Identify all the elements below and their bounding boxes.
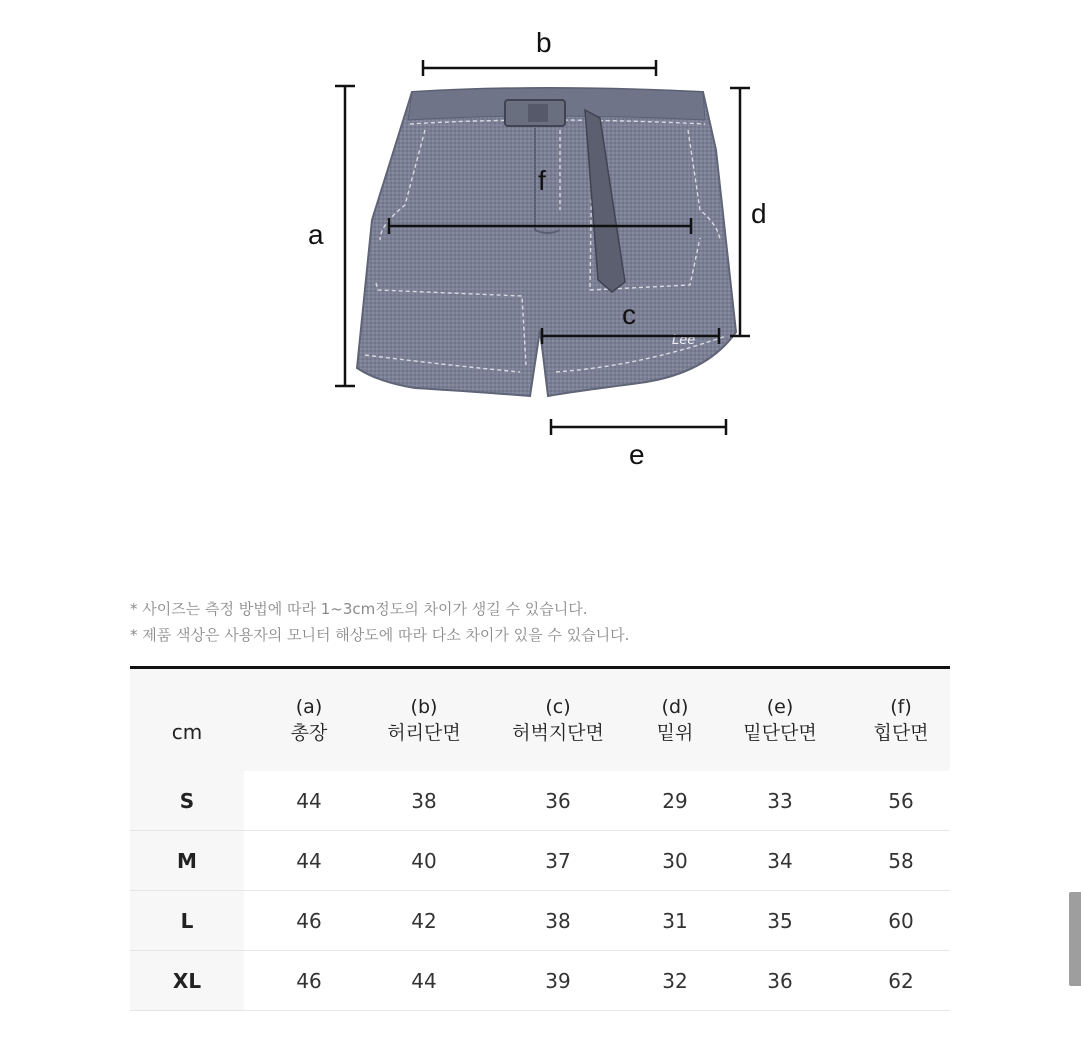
note-measurement: * 사이즈는 측정 방법에 따라 1~3cm정도의 차이가 생길 수 있습니다. [130, 600, 588, 618]
table-cell: 32 [642, 951, 708, 1011]
table-cell: 46 [244, 951, 374, 1011]
size-label: XL [130, 951, 244, 1011]
table-cell: 58 [852, 831, 950, 891]
shorts-image [357, 88, 736, 396]
size-notes [130, 596, 629, 648]
table-row [130, 831, 950, 891]
table-cell: 44 [244, 831, 374, 891]
size-diagram [0, 0, 1081, 480]
col-header-a: (a) 총장 [244, 668, 374, 772]
table-cell: 35 [708, 891, 852, 951]
col-header-b: (b) 허리단면 [374, 668, 474, 772]
label-e: e [629, 439, 645, 470]
scrollbar-thumb[interactable] [1069, 892, 1081, 986]
col-header-c: (c) 허벅지단면 [474, 668, 642, 772]
label-a: a [308, 219, 324, 250]
label-c: c [622, 299, 636, 330]
table-cell: 33 [708, 771, 852, 831]
table-cell: 44 [244, 771, 374, 831]
label-b: b [536, 27, 552, 58]
col-header-d: (d) 밑위 [642, 668, 708, 772]
table-cell: 34 [708, 831, 852, 891]
table-cell: 30 [642, 831, 708, 891]
table-cell: 38 [474, 891, 642, 951]
table-cell: 60 [852, 891, 950, 951]
size-label: M [130, 831, 244, 891]
table-cell: 36 [474, 771, 642, 831]
col-header-e: (e) 밑단단면 [708, 668, 852, 772]
table-cell: 42 [374, 891, 474, 951]
table-cell: 37 [474, 831, 642, 891]
size-table [130, 666, 950, 1011]
table-cell: 39 [474, 951, 642, 1011]
table-row [130, 951, 950, 1011]
table-cell: 62 [852, 951, 950, 1011]
table-cell: 36 [708, 951, 852, 1011]
table-cell: 29 [642, 771, 708, 831]
table-header-row [130, 668, 950, 772]
table-row [130, 771, 950, 831]
label-d: d [751, 198, 767, 229]
size-label: S [130, 771, 244, 831]
table-cell: 44 [374, 951, 474, 1011]
table-cell: 46 [244, 891, 374, 951]
size-label: L [130, 891, 244, 951]
table-cell: 38 [374, 771, 474, 831]
label-f: f [538, 165, 546, 196]
table-cell: 40 [374, 831, 474, 891]
note-color: * 제품 색상은 사용자의 모니터 해상도에 따라 다소 차이가 있을 수 있습니다. [130, 626, 630, 644]
table-row [130, 891, 950, 951]
brand-logo: Lee [672, 333, 696, 348]
col-header-f: (f) 힙단면 [852, 668, 950, 772]
table-cell: 31 [642, 891, 708, 951]
unit-header: cm [130, 668, 244, 772]
table-cell: 56 [852, 771, 950, 831]
